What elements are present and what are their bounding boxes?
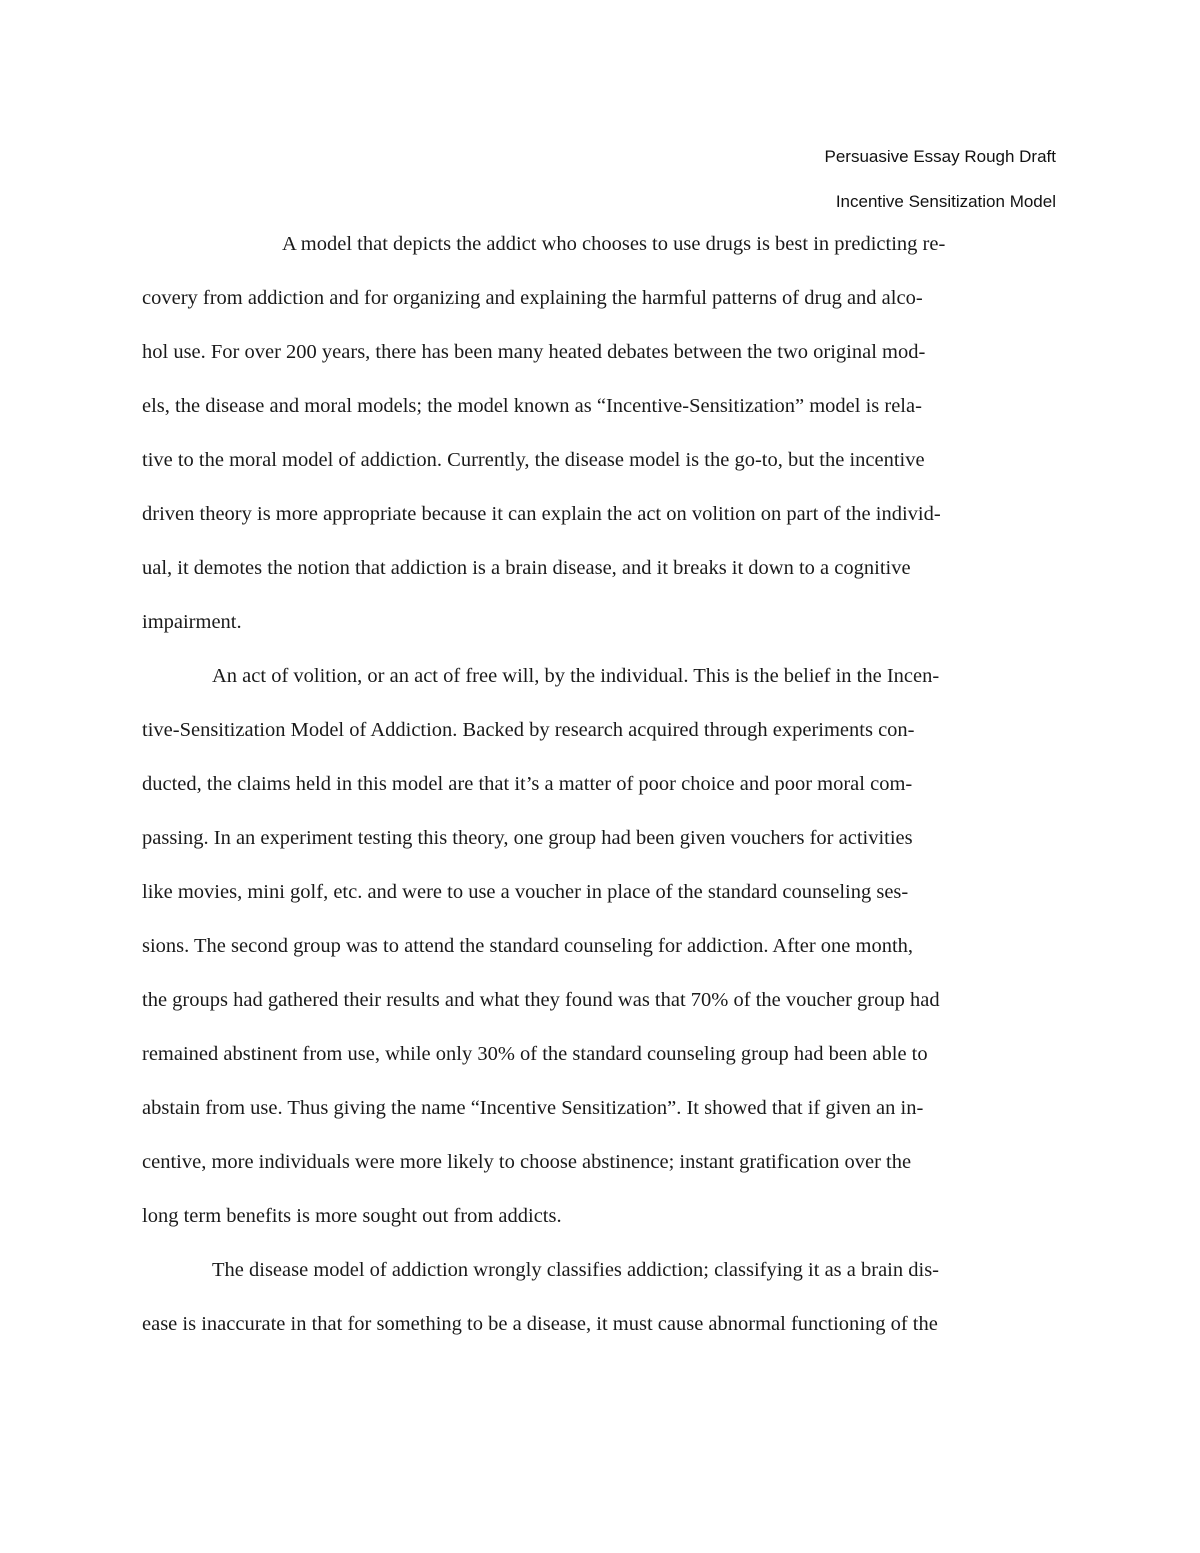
- text-line: hol use. For over 200 years, there has been many heated debates between the two original mod-: [142, 341, 926, 363]
- text-line: ducted, the claims held in this model are that it’s a matter of poor choice and poor moral com-: [142, 773, 913, 795]
- text-line: the groups had gathered their results and what they found was that 70% of the voucher group had: [142, 989, 940, 1011]
- text-line: An act of volition, or an act of free will, by the individual. This is the belief in the Incen-: [212, 665, 940, 687]
- essay-subtitle: Incentive Sensitization Model: [835, 192, 1056, 211]
- text-line: els, the disease and moral models; the model known as “Incentive-Sensitization” model is rela-: [142, 395, 922, 417]
- text-line: driven theory is more appropriate because it can explain the act on volition on part of the individ-: [142, 503, 941, 525]
- paragraph-2: [142, 649, 1060, 1243]
- text-line: abstain from use. Thus giving the name “Incentive Sensitization”. It showed that if given an in-: [142, 1097, 924, 1119]
- text-line: tive to the moral model of addiction. Currently, the disease model is the go-to, but the incentive: [142, 449, 925, 471]
- text-line: remained abstinent from use, while only 30% of the standard counseling group had been able to: [142, 1043, 928, 1065]
- essay-title: Persuasive Essay Rough Draft: [824, 147, 1056, 166]
- text-line: sions. The second group was to attend the standard counseling for addiction. After one month,: [142, 935, 914, 957]
- text-line: impairment.: [142, 611, 242, 633]
- text-line: passing. In an experiment testing this theory, one group had been given vouchers for activities: [142, 827, 913, 849]
- text-line: long term benefits is more sought out from addicts.: [142, 1205, 562, 1227]
- text-line: ease is inaccurate in that for something to be a disease, it must cause abnormal functioning of the: [142, 1313, 938, 1335]
- text-line: ual, it demotes the notion that addiction is a brain disease, and it breaks it down to a cognitive: [142, 557, 911, 579]
- text-line: like movies, mini golf, etc. and were to use a voucher in place of the standard counseling ses-: [142, 881, 909, 903]
- text-line: The disease model of addiction wrongly classifies addiction; classifying it as a brain dis-: [212, 1259, 939, 1281]
- text-line: centive, more individuals were more likely to choose abstinence; instant gratification over the: [142, 1151, 912, 1173]
- text-line: A model that depicts the addict who chooses to use drugs is best in predicting re-: [282, 233, 946, 255]
- paragraph-1: [142, 217, 1060, 649]
- text-line: tive-Sensitization Model of Addiction. Backed by research acquired through experiments con-: [142, 719, 915, 741]
- essay-body: [142, 217, 1060, 1351]
- text-line: covery from addiction and for organizing and explaining the harmful patterns of drug and alco-: [142, 287, 923, 309]
- paragraph-3: [142, 1243, 1060, 1351]
